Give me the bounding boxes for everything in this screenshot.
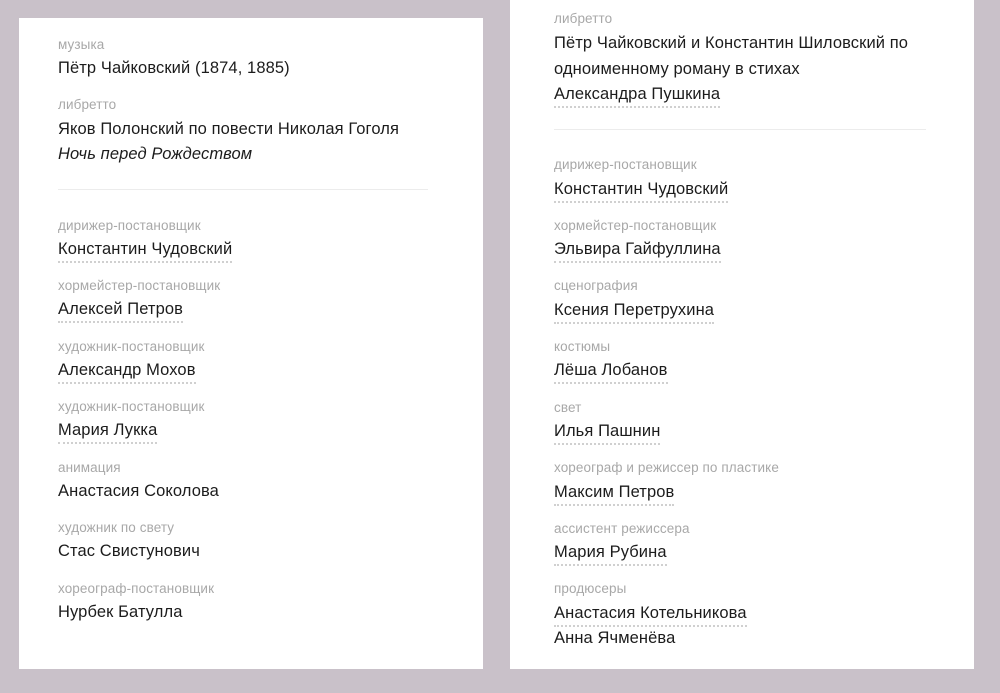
credit-role: художник-постановщик: [58, 339, 205, 354]
credit-name-link[interactable]: Алексей Петров: [58, 301, 183, 323]
credit-role: ассистент режиссера: [554, 521, 690, 536]
credit-name-link[interactable]: Анастасия Котельникова: [554, 605, 747, 627]
section-divider: [554, 129, 926, 130]
credit-role: хореограф и режиссер по пластике: [554, 460, 779, 475]
section-divider: [58, 189, 428, 190]
credit-role: костюмы: [554, 339, 611, 354]
credit-name-link[interactable]: Максим Петров: [554, 484, 674, 506]
credit-role: хореограф-постановщик: [58, 581, 215, 596]
libretto-label: либретто: [58, 97, 117, 112]
music-value: Пётр Чайковский (1874, 1885): [58, 59, 290, 77]
credit-role: сценография: [554, 278, 638, 293]
credit-name-link[interactable]: Константин Чудовский: [58, 241, 232, 263]
credit-role: художник-постановщик: [58, 399, 205, 414]
credit-name-link[interactable]: Эльвира Гайфуллина: [554, 241, 721, 263]
credit-name-link[interactable]: Константин Чудовский: [554, 181, 728, 203]
credit-name: Стас Свистунович: [58, 542, 200, 560]
libretto-line-1: Пётр Чайковский и Константин Шиловский по: [554, 34, 909, 52]
credit-name: Анна Ячменёва: [554, 629, 676, 647]
credit-role: продюсеры: [554, 581, 627, 596]
libretto-line-1: Яков Полонский по повести Николая Гоголя: [58, 120, 399, 138]
right-credits-panel: [510, 0, 974, 669]
credit-role: хормейстер-постановщик: [554, 218, 717, 233]
credit-name-link[interactable]: Мария Лукка: [58, 422, 157, 444]
left-credits-panel: [19, 18, 483, 669]
credit-name-link[interactable]: Илья Пашнин: [554, 423, 660, 445]
credit-name-link[interactable]: Мария Рубина: [554, 544, 667, 566]
libretto-label: либретто: [554, 11, 613, 26]
libretto-title-italic: Ночь перед Рождеством: [58, 145, 253, 163]
libretto-line-2: одноименному роману в стихах: [554, 60, 800, 78]
credit-role: дирижер-постановщик: [58, 218, 201, 233]
credit-name-link[interactable]: Лёша Лобанов: [554, 362, 668, 384]
credit-name: Нурбек Батулла: [58, 603, 183, 621]
credit-role: художник по свету: [58, 520, 175, 535]
credit-role: хормейстер-постановщик: [58, 278, 221, 293]
music-label: музыка: [58, 37, 105, 52]
credit-role: свет: [554, 400, 582, 415]
credit-name: Анастасия Соколова: [58, 482, 219, 500]
credit-name-link[interactable]: Ксения Перетрухина: [554, 302, 714, 324]
credit-name-link[interactable]: Александр Мохов: [58, 362, 196, 384]
credit-role: анимация: [58, 460, 121, 475]
credit-role: дирижер-постановщик: [554, 157, 697, 172]
libretto-author-link[interactable]: Александра Пушкина: [554, 86, 720, 108]
